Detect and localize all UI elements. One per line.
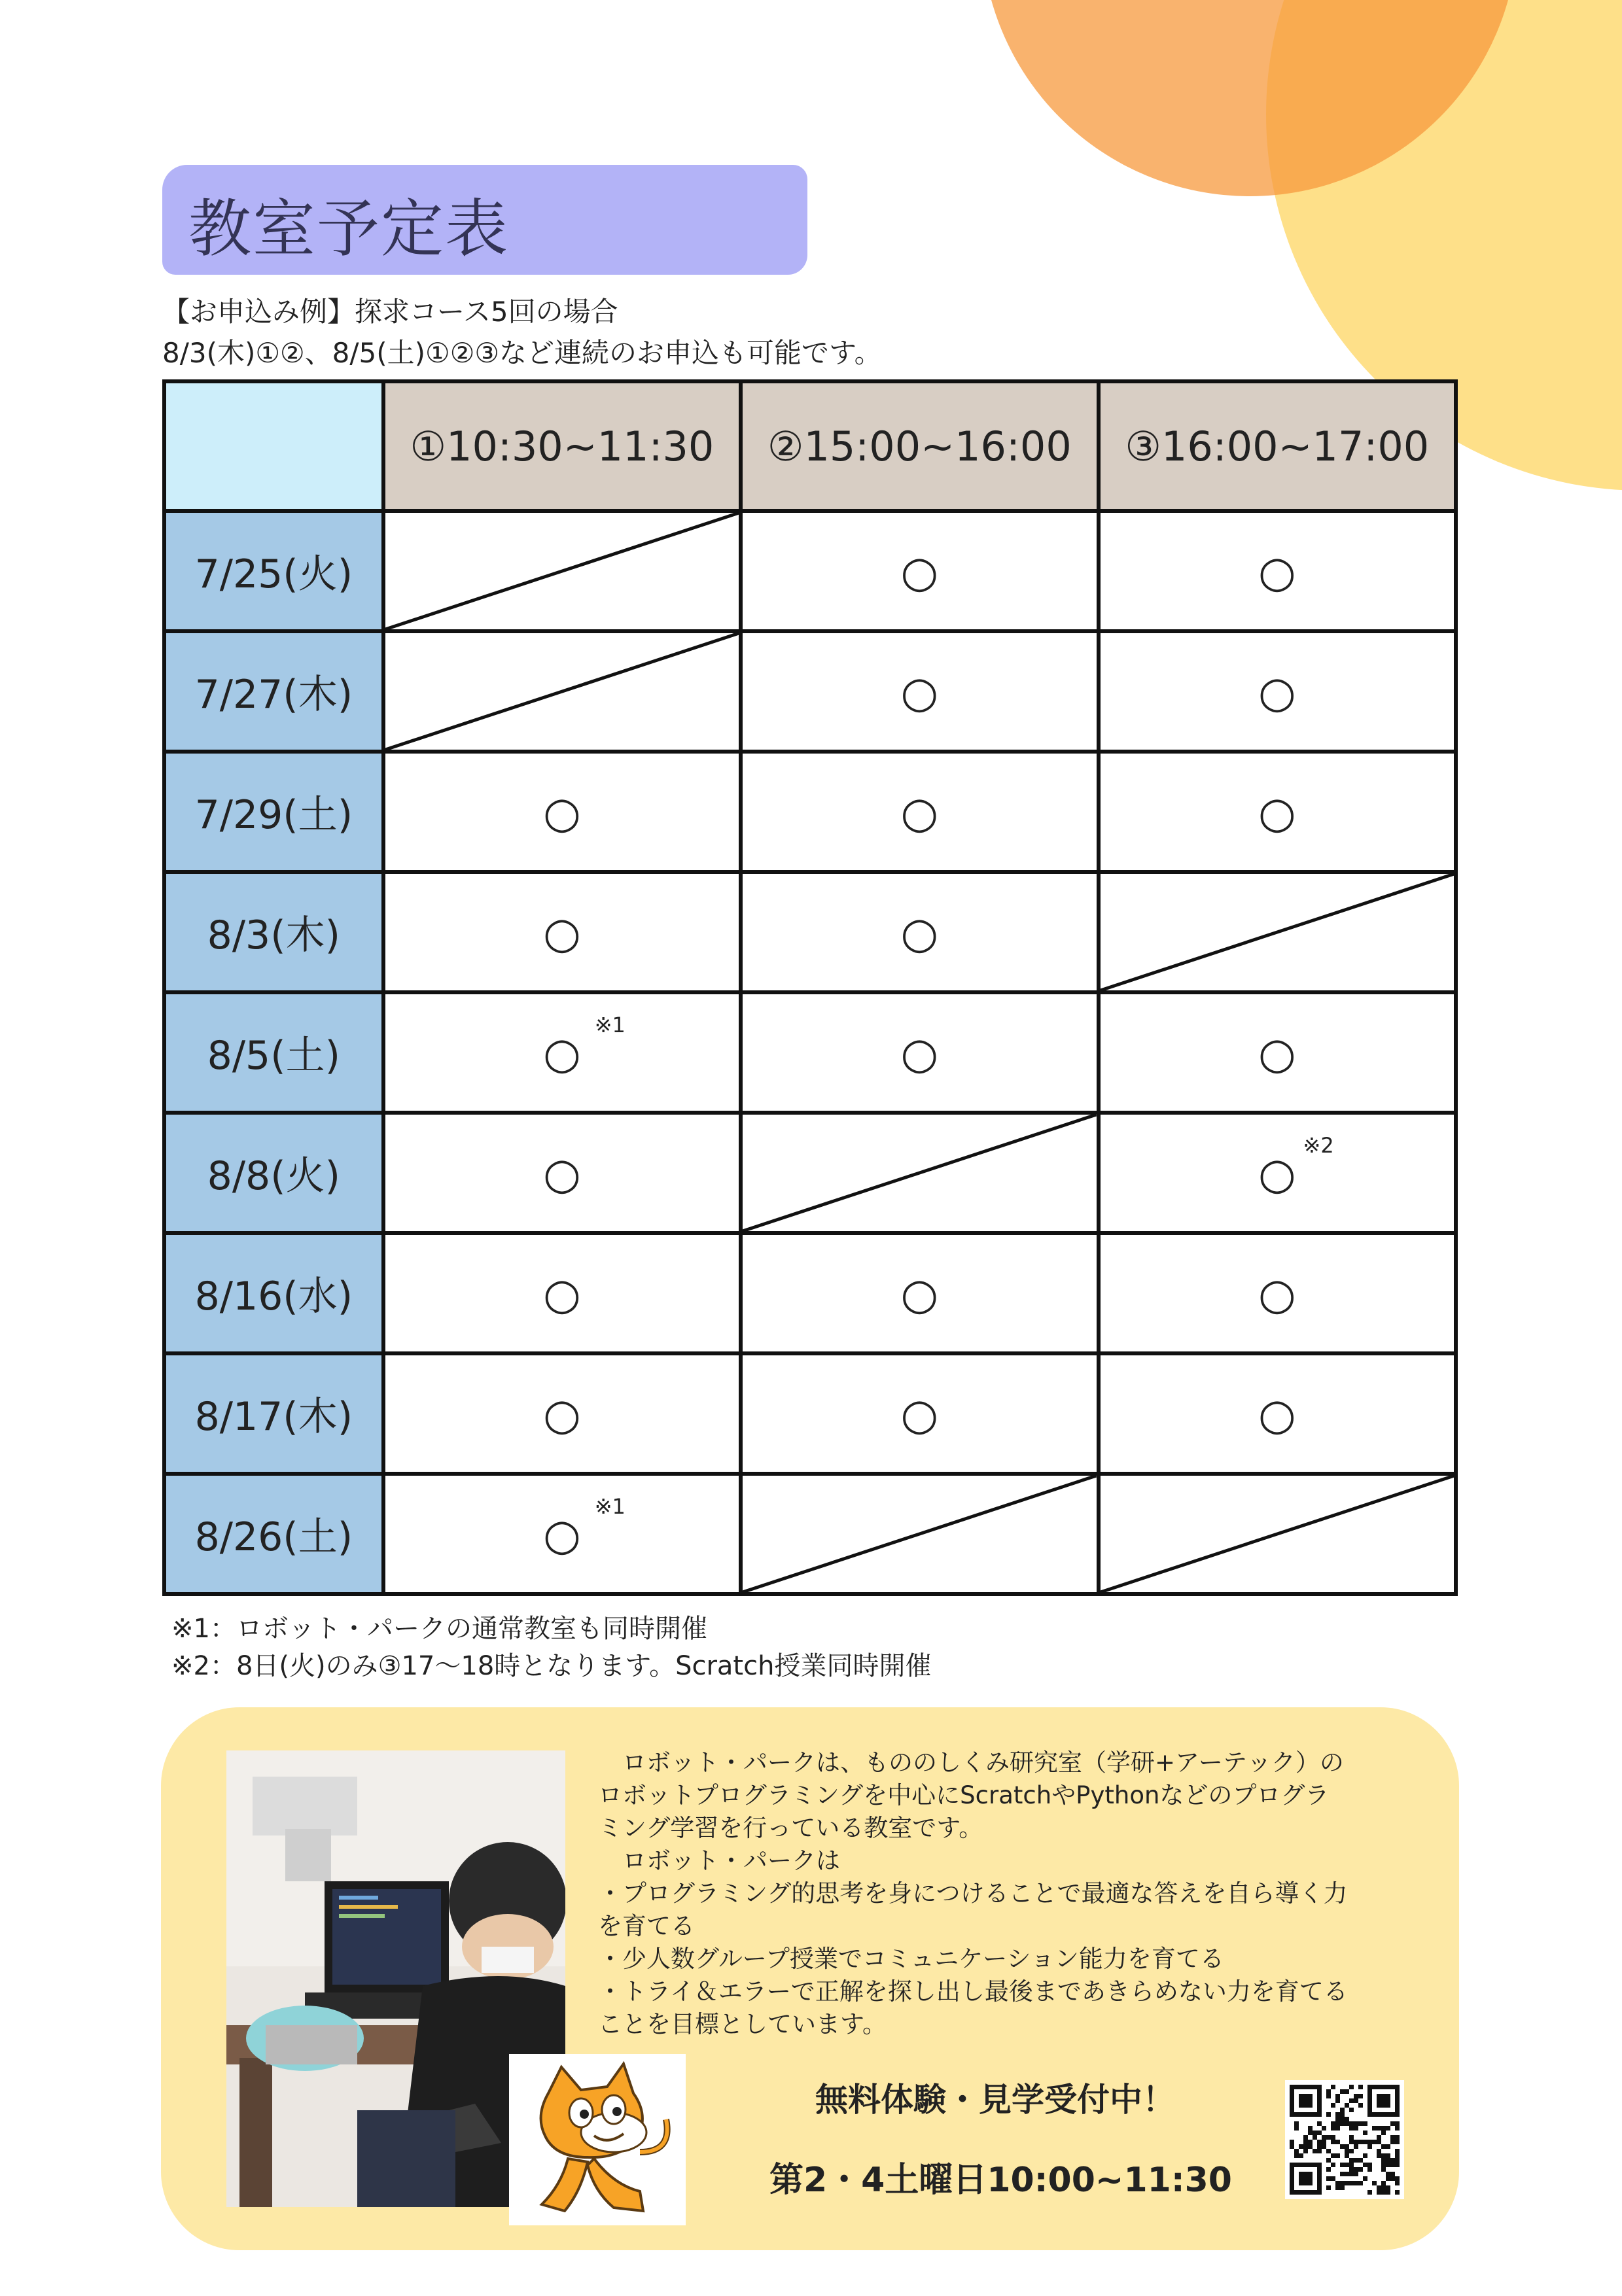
page-title: 教室予定表 <box>188 192 509 266</box>
available-slot <box>1099 992 1456 1113</box>
scratch-cat-illustration <box>509 2054 686 2225</box>
schedule-row <box>164 1233 1456 1353</box>
available-slot <box>741 992 1098 1113</box>
info-text-line: を育てる <box>598 1912 695 1940</box>
date-cell: 8/3(木) <box>164 872 383 992</box>
info-text-line: ・少人数グループ授業でコミュニケーション能力を育てる <box>598 1945 1224 1973</box>
unavailable-slash <box>1101 1476 1454 1592</box>
schedule-row <box>164 1353 1456 1474</box>
info-text-line: ことを目標としています。 <box>598 2010 887 2038</box>
unavailable-slot <box>741 1474 1098 1594</box>
available-slot <box>383 1474 741 1594</box>
available-mark: ○ <box>900 788 939 839</box>
unavailable-slash <box>385 513 739 629</box>
available-mark: ○ <box>543 908 581 959</box>
date-cell: 8/5(土) <box>164 992 383 1113</box>
info-text-line: ミング学習を行っている教室です。 <box>598 1814 983 1842</box>
available-slot <box>741 872 1098 992</box>
schedule-table <box>162 379 1458 1596</box>
available-mark: ○ <box>1258 1149 1296 1200</box>
available-mark: ○ <box>1258 1269 1296 1320</box>
title-banner <box>162 165 807 275</box>
available-mark: ○ <box>543 1389 581 1440</box>
info-text-line: ・トライ＆エラーで正解を探し出し最後まであきらめない力を育てる <box>598 1977 1348 2006</box>
schedule-row <box>164 1113 1456 1233</box>
available-mark: ○ <box>1258 667 1296 718</box>
available-slot <box>1099 1113 1456 1233</box>
available-mark: ○ <box>1258 788 1296 839</box>
available-slot <box>1099 752 1456 872</box>
unavailable-slot <box>1099 872 1456 992</box>
available-mark: ○ <box>900 908 939 959</box>
unavailable-slot <box>1099 1474 1456 1594</box>
date-cell: 8/16(水) <box>164 1233 383 1353</box>
available-slot <box>383 872 741 992</box>
intro-example-heading: 【お申込み例】探求コース5回の場合 <box>162 296 618 328</box>
schedule-row <box>164 511 1456 631</box>
schedule-header-row <box>164 381 1456 511</box>
available-mark: ○ <box>900 1389 939 1440</box>
schedule-row <box>164 1474 1456 1594</box>
available-slot <box>1099 1353 1456 1474</box>
available-mark: ○ <box>900 547 939 598</box>
intro-example-text: 8/3(木)①②、8/5(土)①②③など連続のお申込も可能です。 <box>162 337 882 369</box>
trial-schedule: 第2・4土曜日10:00~11:30 <box>769 2161 1232 2200</box>
available-mark: ○ <box>543 1269 581 1320</box>
footnote-1: ※1：ロボット・パークの通常教室も同時開催 <box>171 1614 707 1644</box>
corner-cell <box>164 381 383 511</box>
time-slot-header-1: ①10:30~11:30 <box>383 381 741 511</box>
available-slot <box>1099 511 1456 631</box>
date-cell: 7/25(火) <box>164 511 383 631</box>
available-mark: ○ <box>900 667 939 718</box>
available-slot <box>741 1233 1098 1353</box>
schedule-row <box>164 992 1456 1113</box>
info-text-line: ロボット・パークは、もののしくみ研究室（学研+アーテック）の <box>598 1748 1344 1777</box>
schedule-row <box>164 631 1456 752</box>
available-mark: ○ <box>543 1510 581 1560</box>
info-text-line: ロボットプログラミングを中心にScratchやPythonなどのプログラ <box>598 1781 1330 1809</box>
available-slot <box>383 1233 741 1353</box>
available-slot <box>383 1353 741 1474</box>
available-slot <box>1099 631 1456 752</box>
info-text-line: ・プログラミング的思考を身につけることで最適な答えを自ら導く力 <box>598 1879 1348 1907</box>
available-mark: ○ <box>900 1028 939 1079</box>
date-cell: 8/8(火) <box>164 1113 383 1233</box>
available-slot <box>383 1113 741 1233</box>
free-trial-banner: 無料体験・見学受付中！ <box>815 2081 1175 2119</box>
available-slot <box>1099 1233 1456 1353</box>
info-text-line: ロボット・パークは <box>598 1847 840 1875</box>
date-cell: 8/17(木) <box>164 1353 383 1474</box>
available-slot <box>383 752 741 872</box>
info-panel <box>161 1707 1459 2250</box>
unavailable-slash <box>743 1476 1096 1592</box>
unavailable-slash <box>1101 874 1454 990</box>
unavailable-slot <box>383 631 741 752</box>
unavailable-slot <box>741 1113 1098 1233</box>
date-cell: 7/27(木) <box>164 631 383 752</box>
footnote-marker: ※1 <box>594 1013 626 1038</box>
available-mark: ○ <box>1258 1389 1296 1440</box>
available-mark: ○ <box>900 1269 939 1320</box>
available-mark: ○ <box>1258 1028 1296 1079</box>
date-cell: 8/26(土) <box>164 1474 383 1594</box>
available-mark: ○ <box>543 1149 581 1200</box>
unavailable-slash <box>385 633 739 750</box>
time-slot-header-2: ②15:00~16:00 <box>741 381 1098 511</box>
available-slot <box>741 1353 1098 1474</box>
available-mark: ○ <box>543 1028 581 1079</box>
available-slot <box>741 511 1098 631</box>
schedule-row <box>164 872 1456 992</box>
date-cell: 7/29(土) <box>164 752 383 872</box>
schedule-row <box>164 752 1456 872</box>
available-slot <box>383 992 741 1113</box>
available-slot <box>741 752 1098 872</box>
footnote-2: ※2：8日(火)のみ③17～18時となります。Scratch授業同時開催 <box>171 1651 932 1681</box>
qr-code[interactable] <box>1285 2080 1404 2199</box>
unavailable-slash <box>743 1115 1096 1231</box>
unavailable-slot <box>383 511 741 631</box>
available-mark: ○ <box>1258 547 1296 598</box>
available-slot <box>741 631 1098 752</box>
time-slot-header-3: ③16:00~17:00 <box>1099 381 1456 511</box>
footnote-marker: ※2 <box>1303 1133 1334 1158</box>
available-mark: ○ <box>543 788 581 839</box>
footnote-marker: ※1 <box>594 1494 626 1519</box>
